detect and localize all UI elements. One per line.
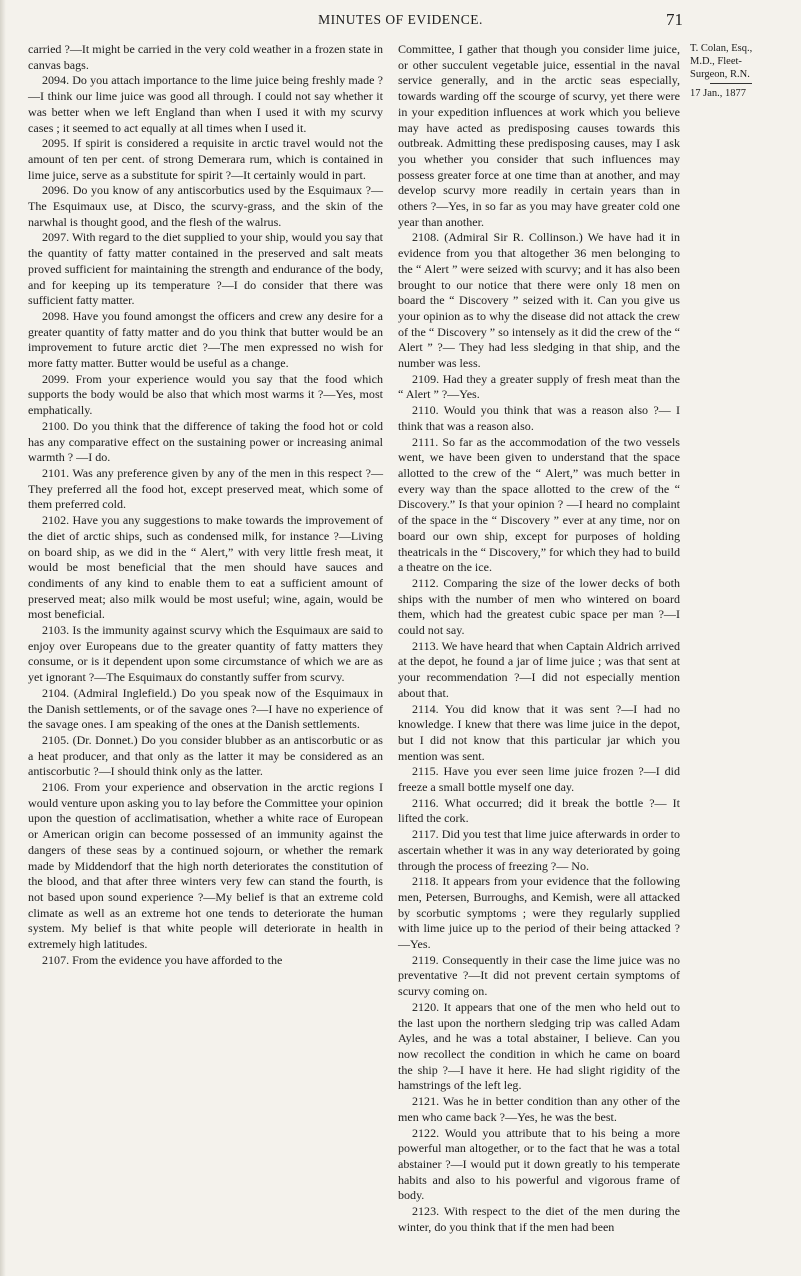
paragraph: 2097. With regard to the diet supplied to your ship, would you say that the quantity of fatty matter contained in the preserved and salt meats proved sufficient for maintaining the strength and endurance of the body, and for keeping up its temperature ?—I do consider that there was sufficient fatty matter. [28, 230, 383, 308]
evidence-date: 17 Jan., 1877 [690, 88, 746, 99]
witness-rank: Surgeon, R.N. [690, 69, 750, 80]
paragraph: 2106. From your experience and observation in the arctic regions I would venture upon asking you to lay before the Committee your opinion upon the question of acclimatisation, whether a white race of European or American origin can become possessed of an immunity against the dangers of these seas by a continued sojourn, or whether the remark made by Middendorf that the high north deteriorates the constitution of the blood, and that after three winters very few can stand the fourth, is not based upon sound experience ?—My belief is that an extreme cold climate as well as an extreme hot one tends to deteriorate the human system. My belief is that white people will deteriorate in health in extremely high latitudes. [28, 780, 383, 952]
paragraph: 2120. It appears that one of the men who held out to the last upon the northern sledging trip was called Adam Ayles, and he was a total abstainer, I believe. Can you now recollect the condition in which he came on board the ship ?—I have it here. He had slight rigidity of the hamstrings of the left leg. [398, 999, 680, 1093]
margin-rule [710, 83, 752, 84]
running-title: MINUTES OF EVIDENCE. [318, 12, 483, 27]
paragraph: 2104. (Admiral Inglefield.) Do you speak now of the Esquimaux in the Danish settlements, or of the savage ones ?—I have no experience of the savage ones. I am speaking of the ones at the Danish settlements. [28, 685, 383, 732]
paragraph: 2119. Consequently in their case the lime juice was no preventative ?—It did not prevent certain symptoms of scurvy coming on. [398, 952, 680, 999]
paragraph: 2108. (Admiral Sir R. Collinson.) We have had it in evidence from you that altogether 36 men belonging to the “ Alert ” were seized with scurvy; and it has also been brought to our notice that there were only 18 men on board the “ Discovery ” seized with it. Can you give us your opinion as to why the disease did not attack the crew of the “ Discovery ” so intensely as it did the crew of the “ Alert ” ?— They had less sledging in that ship, and the number was less. [398, 230, 680, 371]
paragraph: 2105. (Dr. Donnet.) Do you consider blubber as an antiscorbutic or as a heat producer, and that only as the latter it may be considered as an antiscorbutic ?—I should think only as the latter. [28, 732, 383, 779]
paragraph: 2109. Had they a greater supply of fresh meat than the “ Alert ” ?—Yes. [398, 371, 680, 402]
paragraph: 2095. If spirit is considered a requisite in arctic travel would not the amount of ten per cent. of strong Demerara rum, which is contained in lime juice, serve as a substitute for spirit ?—It certainly would in part. [28, 136, 383, 182]
paragraph: 2101. Was any preference given by any of the men in this respect ?—They preferred all the food hot, except preserved meat, which some of them preferred cold. [28, 465, 383, 512]
paragraph: 2117. Did you test that lime juice afterwards in order to ascertain whether it was in any way deteriorated by going through the process of freezing ?— No. [398, 827, 680, 873]
paragraph: carried ?—It might be carried in the very cold weather in a frozen state in canvas bags. [28, 42, 383, 72]
paragraph: 2123. With respect to the diet of the men during the winter, do you think that if the men had been [398, 1204, 680, 1234]
paragraph: 2121. Was he in better condition than any other of the men who came back ?—Yes, he was the best. [398, 1094, 680, 1124]
paragraph: 2118. It appears from your evidence that the following men, Petersen, Burroughs, and Kemish, were all attacked by scorbutic symptoms ; were they regularly supplied with lime juice up to the period of their being attacked ?—Yes. [398, 874, 680, 952]
paragraph: 2102. Have you any suggestions to make towards the improvement of the diet of arctic ships, such as condensed milk, for instance ?—Living on board ship, as we did in the “ Alert,” with very little fresh meat, it would be most beneficial that the men should have sauces and condiments of any kind to enable them to eat a sufficient amount of preserved meat; also milk would be most useful; wine, again, would be most beneficial. [28, 513, 383, 622]
paragraph: 2103. Is the immunity against scurvy which the Esquimaux are said to enjoy over Europeans due to the greater quantity of fatty matters they consume, or is it dependent upon some circumstance of which we are as yet ignorant ?—The Esquimaux do constantly suffer from scurvy. [28, 623, 383, 685]
witness-name: T. Colan, Esq., [690, 43, 753, 54]
left-column [28, 42, 383, 968]
paragraph: 2096. Do you know of any antiscorbutics used by the Esquimaux ?—The Esquimaux use, at Disco, the scurvy-grass, and the skin of the narwhal is thought good, and the flesh of the walrus. [28, 183, 383, 229]
paragraph: 2100. Do you think that the difference of taking the food hot or cold has any comparative effect on the sustaining power or increasing animal warmth ? —I do. [28, 418, 383, 465]
paragraph: 2115. Have you ever seen lime juice frozen ?—I did freeze a small bottle myself one day. [398, 764, 680, 795]
paragraph: 2116. What occurred; did it break the bottle ?— It lifted the cork. [398, 795, 680, 826]
paragraph: 2098. Have you found amongst the officers and crew any desire for a greater quantity of fatty matter and do you think that butter would be an improvement to future arctic diet ?—The men expressed no wish for more fatty matter. Butter would be useful as a change. [28, 308, 383, 371]
witness-margin-note [690, 42, 798, 100]
paragraph: 2112. Comparing the size of the lower decks of both ships with the number of men who wintered on board them, which had the greatest cubic space per man ?—I could not say. [398, 575, 680, 638]
paragraph: 2110. Would you think that was a reason also ?— I think that was a reason also. [398, 403, 680, 433]
paragraph: 2111. So far as the accommodation of the two vessels went, we have been given to understand that the space allotted to the crew of the “ Alert,” was much better in every way than the space allotted to the crew of the “ Discovery.” Is that your opinion ? —I heard no complaint of the space in the “ Discovery ” ever at any time, nor on board our own ship, except for purposes of holding theatricals in the “ Discovery,” for which they had to build a theatre on the ice. [398, 434, 680, 575]
page-spine-shadow [0, 0, 6, 1276]
paragraph: 2113. We have heard that when Captain Aldrich arrived at the depot, he found a jar of lime juice ; was that sent at your recommendation ?—I did not especially mention about that. [398, 638, 680, 700]
page-number: 71 [666, 10, 683, 29]
paragraph: 2122. Would you attribute that to his being a more powerful man altogether, or to the fact that he was a total abstainer ?—I would put it down greatly to his temperate habits and also to his powerful and vigorous frame of body. [398, 1125, 680, 1203]
paragraph: Committee, I gather that though you consider lime juice, or other succulent vegetable juice, essential in the naval service generally, and in the arctic seas especially, towards warding off the scourge of scurvy, yet there were in your expedition influences at work which you believe may have acted as predisposing causes towards this outbreak. Admitting these predisposing causes, may I ask you whether you consider that such influences may possess greater force at one time than at another, and may develop scurvy more readily in certain years than in others ?—Yes, in so far as you may have greater cold one year than another. [398, 42, 680, 229]
page-header [0, 12, 801, 36]
right-column [398, 42, 680, 1235]
paragraph: 2099. From your experience would you say that the food which supports the body would be also that which most warms it ?—Yes, most emphatically. [28, 371, 383, 418]
witness-title: M.D., Fleet- [690, 56, 742, 67]
paragraph: 2114. You did know that it was sent ?—I had no knowledge. I knew that there was lime juice in the depot, but I did not know that this particular jar which you mention was sent. [398, 701, 680, 763]
paragraph: 2107. From the evidence you have afforded to the [42, 952, 283, 967]
paragraph: 2094. Do you attach importance to the lime juice being freshly made ?—I think our lime juice was good all through. I could not say whether it was better when we left England than when I used it with my scurvy cases ; it seemed to act equally at all times when I used it. [28, 73, 383, 135]
